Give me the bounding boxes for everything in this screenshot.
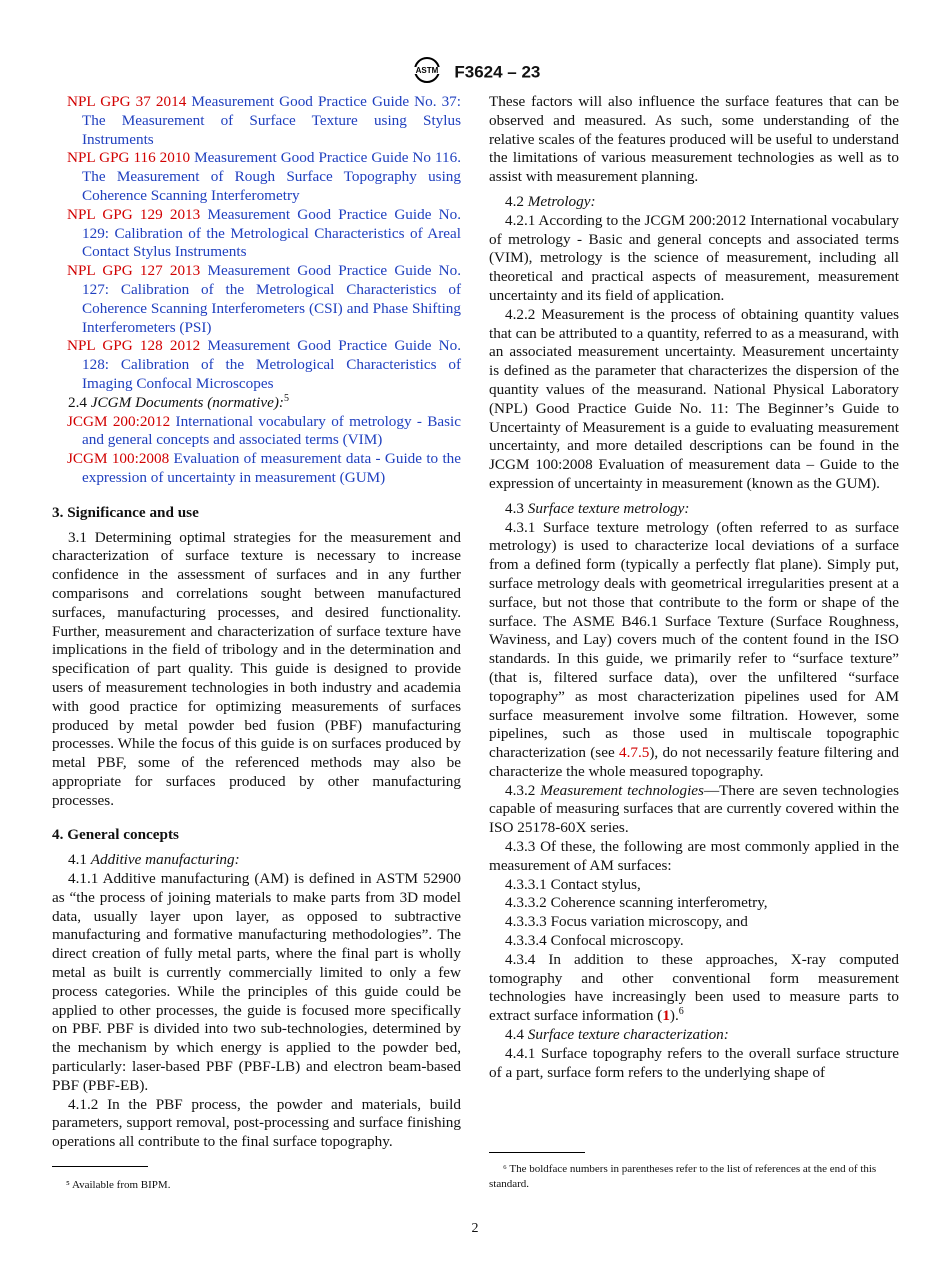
reference-item: JCGM 200:2012 International vocabulary of metrology - Basic and general concepts and associated terms (VIM) bbox=[67, 412, 462, 449]
left-column bbox=[52, 93, 461, 1152]
subsection-4-3-heading: 4.3 Surface texture metrology: bbox=[505, 499, 690, 517]
right-column bbox=[489, 93, 899, 1082]
footnote-6: ⁶ The boldface numbers in parentheses refer to the list of references at the end of this standard. bbox=[489, 1163, 877, 1190]
subsection-4-2-heading: 4.2 Metrology: bbox=[505, 192, 596, 210]
reference-item: NPL GPG 37 2014 Measurement Good Practice Guide No. 37: The Measurement of Surface Texture using Stylus Instruments bbox=[67, 93, 461, 148]
reference-item: NPL GPG 129 2013 Measurement Good Practice Guide No. 129: Calibration of the Metrological Characteristics of Areal Contact Stylus Instruments bbox=[67, 205, 462, 261]
astm-logo-icon bbox=[410, 56, 444, 89]
section-4-title: 4. General concepts bbox=[52, 826, 179, 844]
paragraph-4-3-2: 4.3.2 Measurement technologies—There are seven technologies capable of measuring surfaces that are currently covered within the ISO 25178-60X series. bbox=[489, 781, 899, 837]
paragraph-3-1: 3.1 Determining optimal strategies for the measurement and characterization of surface texture is necessary to increase confidence in the assessment of surfaces and in any further comparisons and correlations sought between manufactured surfaces, manufacturing processes, and desired functionality. Further, measurement and characterization of surface texture have implications in the field of tribology and in the determination and specification of part quality. This guide is designed to provide users of measurement technologies in both industry and academia with good practice for optimizing measurements of surfaces produced by metal powder bed fusion (PBF) manufacturing processes. While the focus of this guide is on surfaces produced by metal PBF, some of the referenced methods may also be appropriate for surfaces produced by other manufacturing processes. bbox=[52, 528, 461, 809]
document-code: F3624 – 23 bbox=[454, 62, 541, 82]
paragraph-4-3-1: 4.3.1 Surface texture metrology (often referred to as surface metrology) is used to characterize local deviations of a surface from a defined form (typically a perfectly flat plane). Simply put, surface metrology deals with geometrical irregularities present at a surface, but not those that contribute to the form or shape of the surface. The ASME B46.1 Surface Texture (Surface Roughness, Waviness, and Lay) covers much of the content found in the ISO standards. In this guide, we primarily refer to “surface texture” (that is, filtered surface data), over the unfiltered “surface topography” as most characterization pipelines used for AM surface measurement involve some filtration. However, some pipelines, such as those used in multiscale topographic characterization (see 4.7.5), do not necessarily feature filtering and characterize the whole measured topography. bbox=[489, 518, 899, 780]
paragraph-4-4-1: 4.4.1 Surface topography refers to the overall surface structure of a part, surface form refers to the underlying shape of bbox=[489, 1044, 899, 1081]
section-link[interactable]: 4.7.5 bbox=[618, 744, 650, 762]
paragraph-4-3-3: 4.3.3 Of these, the following are most commonly applied in the measurement of AM surfaces: bbox=[489, 838, 899, 874]
page-number: 2 bbox=[471, 1221, 479, 1236]
footnote-divider bbox=[489, 1152, 585, 1153]
section-3-title: 3. Significance and use bbox=[52, 503, 199, 521]
svg-text:ASTM: ASTM bbox=[415, 66, 438, 75]
list-item: 4.3.3.4 Confocal microscopy. bbox=[505, 932, 684, 950]
footnote-5: ⁵ Available from BIPM. bbox=[66, 1179, 171, 1191]
list-item: 4.3.3.1 Contact stylus, bbox=[505, 875, 641, 893]
paragraph-4-2-2: 4.2.2 Measurement is the process of obtaining quantity values that can be attributed to a quantity, referred to as a measurand, with an associated measurement uncertainty. Measurement uncertainty is defined as the parameter that characterizes the dispersion of the quantity values of the measurand. National Physical Laboratory (NPL) Good Practice Guide No. 11: The Beginner’s Guide to Uncertainty of Measurement is a guide to evaluating measurement uncertainty, and more detailed descriptions can be found in the JCGM 100:2008 Evaluation of measurement data – Guide to the expression of uncertainty in measurement (known as the GUM). bbox=[489, 305, 899, 492]
reference-item: NPL GPG 127 2013 Measurement Good Practice Guide No. 127: Calibration of the Metrological Characteristics of Coherence Scanning Interferometers (CSI) and Phase Shifting Interferometers (PSI) bbox=[67, 262, 462, 336]
paragraph-4-1-2: 4.1.2 In the PBF process, the powder and materials, build parameters, support removal, post-processing and surface finishing operations all contribute to the final surface topography. bbox=[52, 1095, 461, 1151]
jcgm-reference-list bbox=[52, 413, 461, 488]
list-item: 4.3.3.3 Focus variation microscopy, and bbox=[505, 913, 748, 931]
paragraph-4-3-4: 4.3.4 In addition to these approaches, X-ray computed tomography and other conventional form measurement technologies have increasingly been used to measure parts to extract surface information (1).$^6$ bbox=[489, 950, 899, 1025]
paragraph-continued: These factors will also influence the surface features that can be observed and measured. As such, some understanding of the relative scales of the features produced will be useful to understand the limitations of various measurement technologies as well as to assist with measurement planning. bbox=[489, 93, 899, 186]
reference-item: NPL GPG 116 2010 Measurement Good Practice Guide No 116. The Measurement of Rough Surface Topography using Coherence Scanning Interferometry bbox=[67, 149, 461, 204]
footnote-divider bbox=[52, 1166, 148, 1167]
reference-link[interactable]: 1 bbox=[662, 1007, 670, 1025]
paragraph-4-2-1: 4.2.1 According to the JCGM 200:2012 International vocabulary of metrology - Basic and general concepts and associated terms (VIM), metrology is the science of measurement, including all theoretical and practical aspects of measurement, measurement uncertainty and its field of application. bbox=[489, 211, 899, 304]
list-item: 4.3.3.2 Coherence scanning interferometry, bbox=[505, 894, 768, 912]
reference-item: JCGM 100:2008 Evaluation of measurement data - Guide to the expression of uncertainty in measurement (GUM) bbox=[67, 450, 462, 486]
reference-item: NPL GPG 128 2012 Measurement Good Practice Guide No. 128: Calibration of the Metrological Characteristics of Imaging Confocal Microscopes bbox=[67, 337, 462, 392]
subsection-4-4-heading: 4.4 Surface texture characterization: bbox=[505, 1026, 729, 1044]
paragraph-4-1-1: 4.1.1 Additive manufacturing (AM) is defined in ASTM 52900 as “the process of joining materials to make parts from 3D model data, usually layer upon layer, as opposed to subtractive manufacturing and formative manufacturing methodologies”. The direct creation of fully metal parts, where the final part is wholly metal as built is currently commercially limited to only a few process categories. While the principles of this guide could be applied to other processes, the guide is focused more specifically on PBF. PBF is divided into two sub-technologies, determined by the mechanism by which energy is applied to the powder bed, particularly: laser-based PBF (PBF-LB) and electron beam-based PBF (PBF-EB). bbox=[52, 870, 461, 1094]
page-header bbox=[0, 56, 950, 89]
subsection-4-1-heading: 4.1 Additive manufacturing: bbox=[68, 851, 240, 869]
npl-reference-list bbox=[52, 93, 461, 394]
jcgm-heading: 2.4 JCGM Documents (normative):$^5$ bbox=[68, 392, 289, 411]
